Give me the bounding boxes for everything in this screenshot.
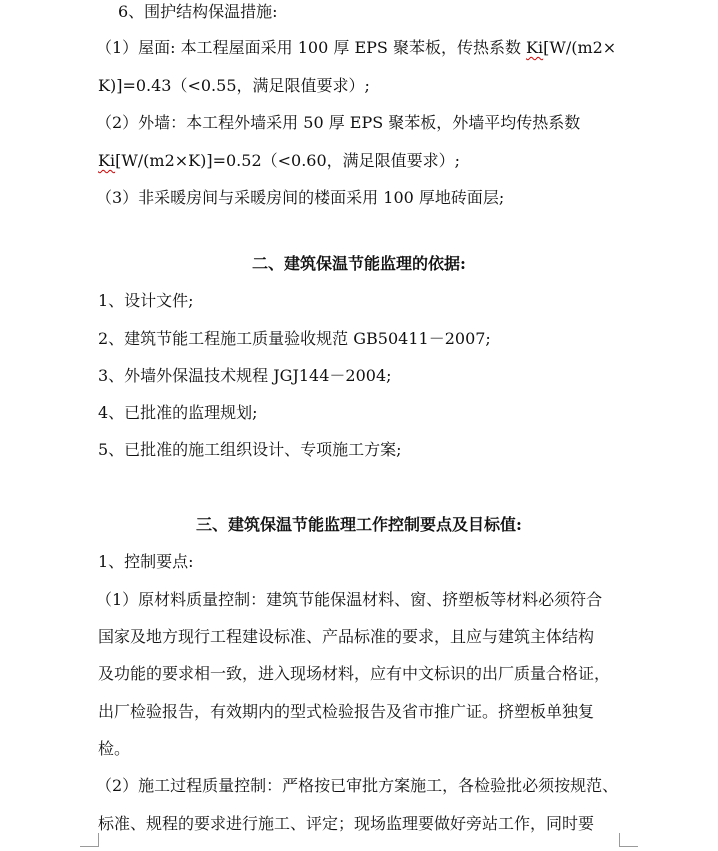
page-corner-mark-right-v [619,833,620,847]
basis-item-2: 2、建筑节能工程施工质量验收规范 GB50411－2007; [98,329,491,348]
material-control-line-5: 检。 [98,739,131,758]
section-3-heading: 三、建筑保温节能监理工作控制要点及目标值: [196,515,522,534]
material-control-line-1: （1）原材料质量控制：建筑节能保温材料、窗、挤塑板等材料必须符合 [96,590,603,609]
process-control-line-1: （2）施工过程质量控制：严格按已审批方案施工，各检验批必须按规范、 [96,776,619,795]
material-control-line-3: 及功能的要求相一致，进入现场材料，应有中文标识的出厂质量合格证， [98,664,611,683]
control-points-label: 1、控制要点: [98,552,194,571]
section-item-6: 6、围护结构保温措施: [118,2,278,21]
section-2-heading: 二、建筑保温节能监理的依据: [252,254,466,273]
page-corner-mark-left-v [98,833,99,847]
basis-item-3: 3、外墙外保温技术规程 JGJ144－2004; [98,366,392,385]
roof-line-2: K)]=0.43（<0.55，满足限值要求）; [98,76,370,95]
basis-item-1: 1、设计文件; [98,291,194,310]
roof-line [96,38,616,58]
page-corner-mark-right [620,846,638,847]
floor-line: （3）非采暖房间与采暖房间的楼面采用 100 厚地砖面层; [96,188,505,207]
page-corner-mark-left [80,846,98,847]
spellcheck-ki-2: Ki [98,151,116,170]
material-control-line-4: 出厂检验报告，有效期内的型式检验报告及省市推广证。挤塑板单独复 [98,702,595,721]
basis-item-5: 5、已批准的施工组织设计、专项施工方案; [98,440,402,459]
material-control-line-2: 国家及地方现行工程建设标准、产品标准的要求，且应与建筑主体结构 [98,627,595,646]
spellcheck-ki: Ki [526,38,544,57]
basis-item-4: 4、已批准的监理规划; [98,403,258,422]
roof-unit: [W/(m2× [543,38,617,57]
wall-line: （2）外墙：本工程外墙采用 50 厚 EPS 聚苯板，外墙平均传热系数 [96,113,581,132]
process-control-line-2: 标准、规程的要求进行施工、评定；现场监理要做好旁站工作，同时要 [98,814,595,833]
roof-text: （1）屋面: 本工程屋面采用 100 厚 EPS 聚苯板，传热系数 [96,38,527,57]
wall-value: [W/(m2×K)]=0.52（<0.60，满足限值要求）; [115,151,461,170]
wall-line-2 [98,151,460,171]
